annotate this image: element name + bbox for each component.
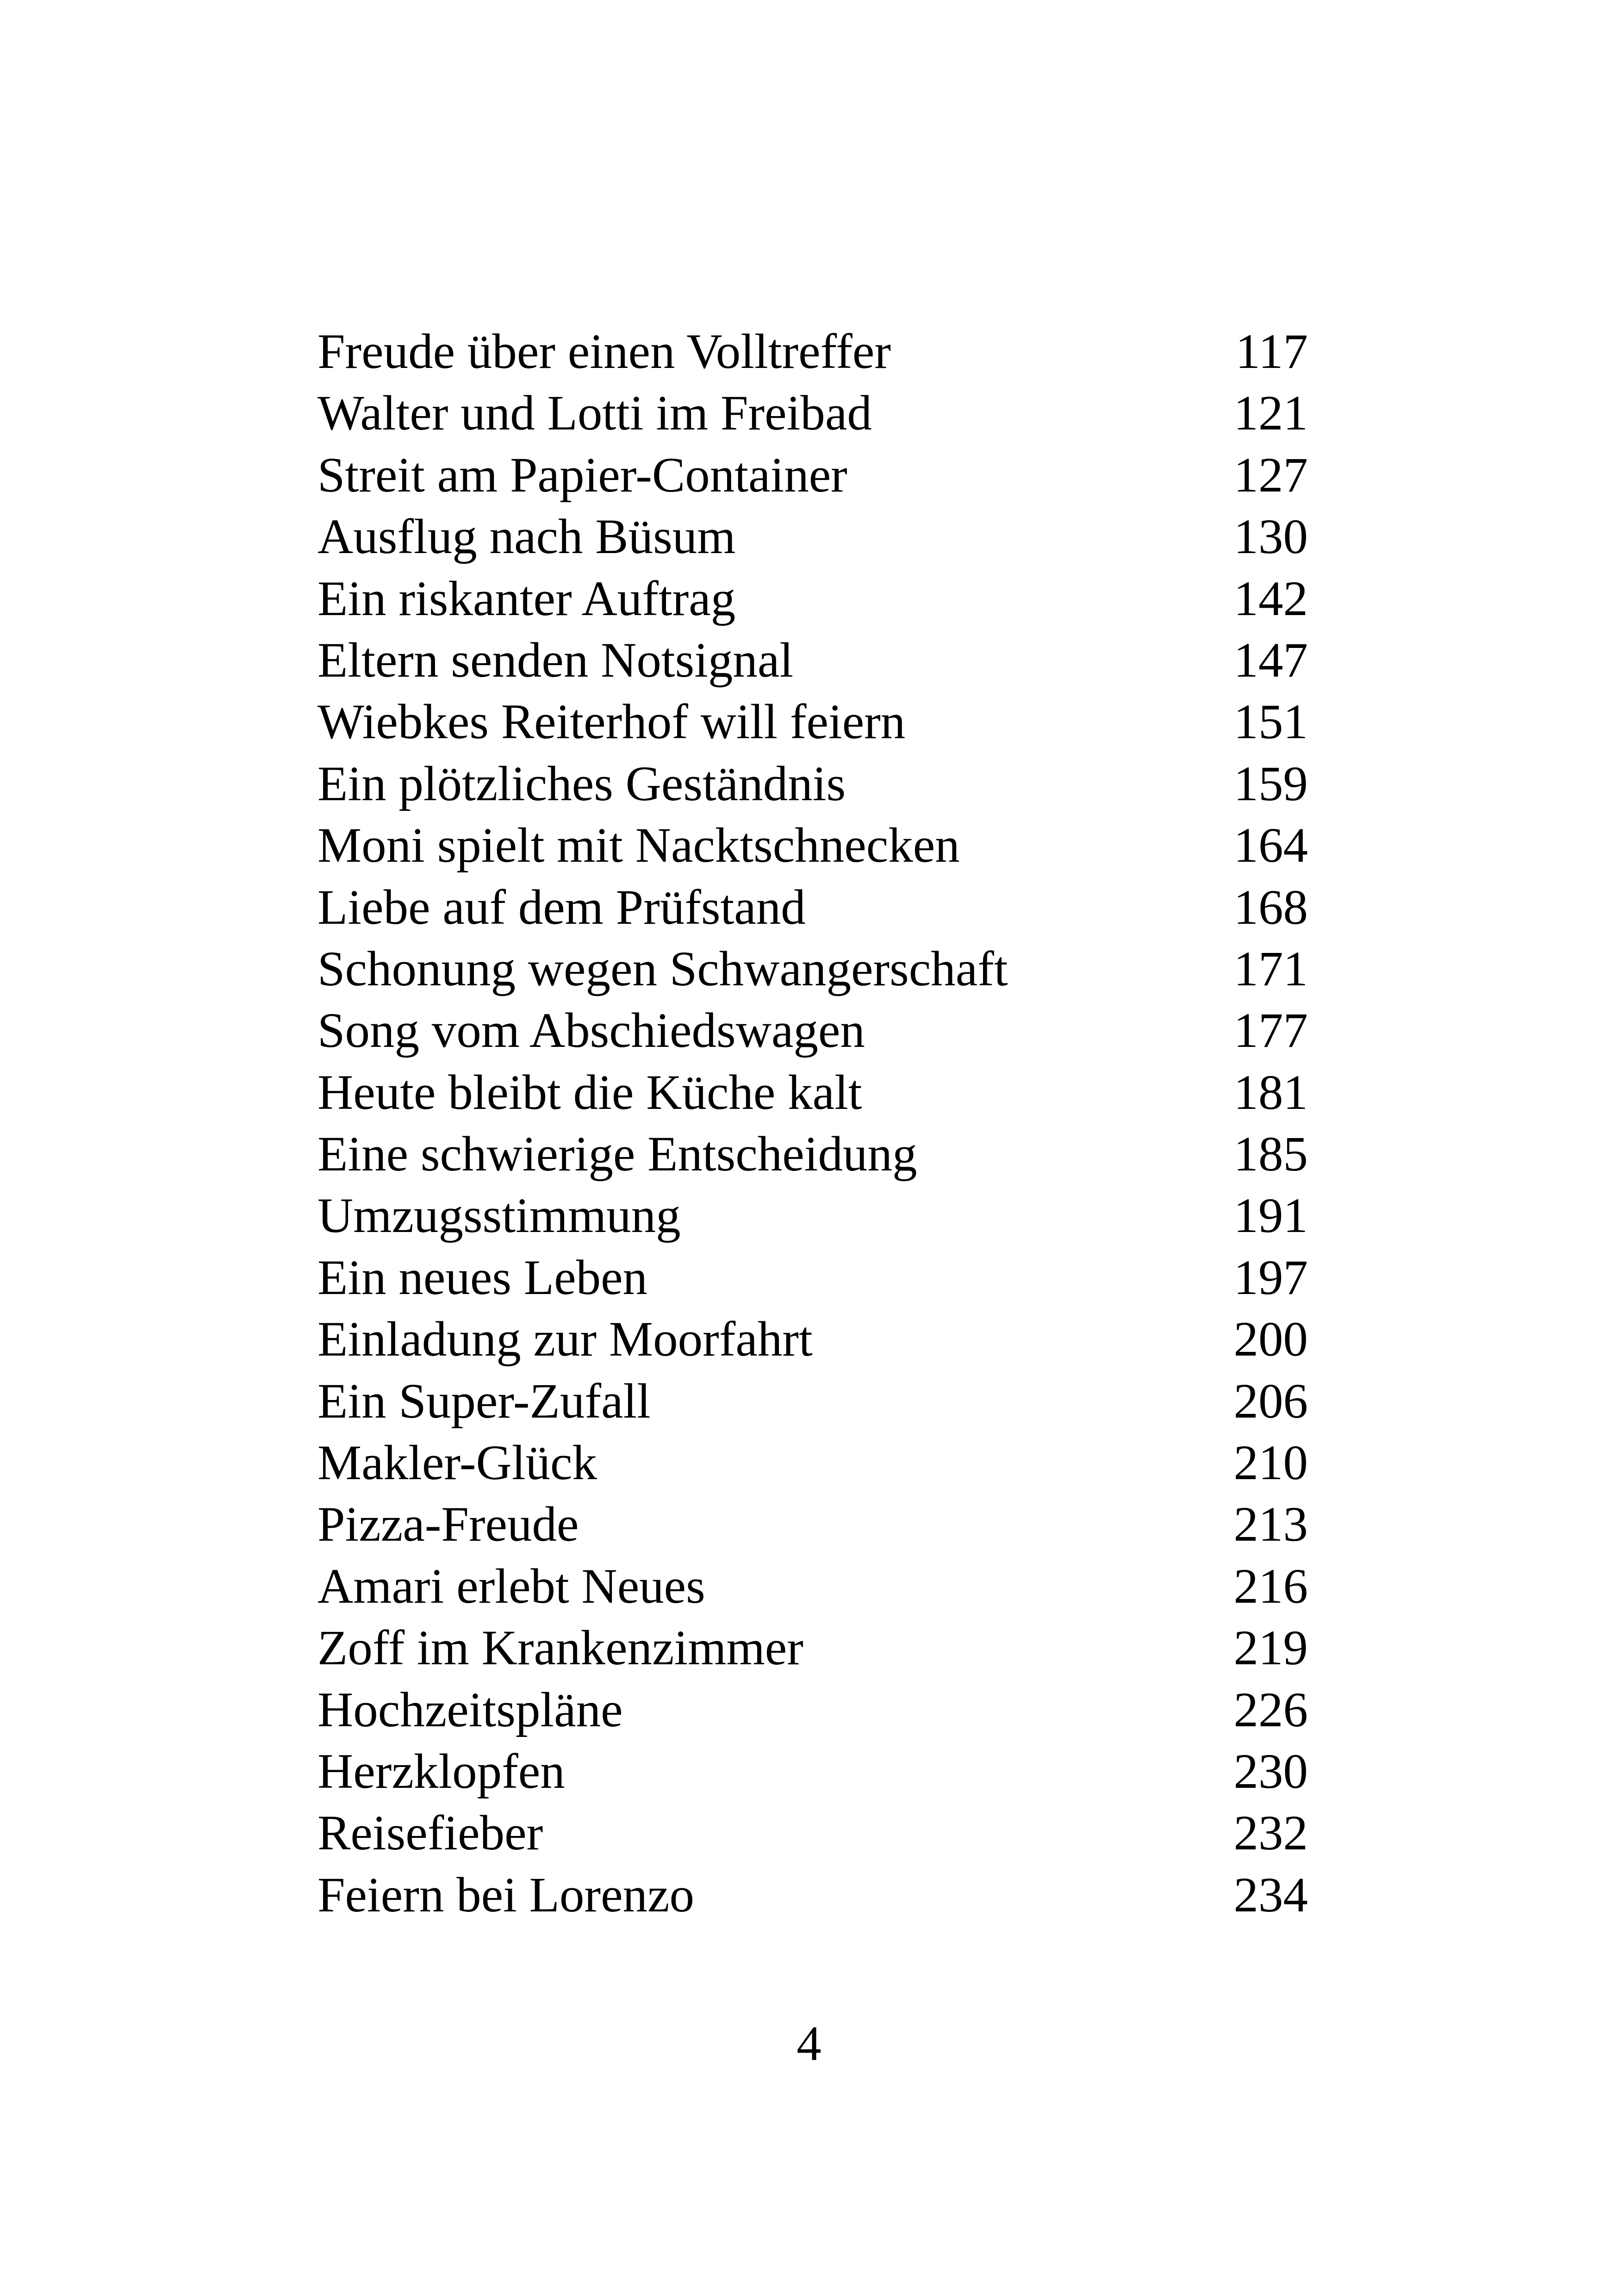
toc-entry <box>317 939 1308 1000</box>
toc-entry <box>317 1185 1308 1247</box>
toc-entry <box>317 1494 1308 1556</box>
toc-entry-title: Ein plötzliches Geständnis <box>317 756 846 811</box>
toc-entry <box>317 1865 1308 1926</box>
toc-entry-page: 219 <box>1233 1621 1308 1676</box>
toc-entry-page: 159 <box>1233 756 1308 811</box>
toc-entry-title: Ausflug nach Büsum <box>317 510 736 565</box>
toc-entry <box>317 1124 1308 1185</box>
toc-entry-title: Amari erlebt Neues <box>317 1559 705 1614</box>
toc-entry-page: 130 <box>1233 510 1308 565</box>
toc-entry-title: Schonung wegen Schwangerschaft <box>317 941 1008 996</box>
page-number: 4 <box>797 2016 821 2071</box>
toc-entry-title: Moni spielt mit Nacktschnecken <box>317 818 960 873</box>
toc-entry-page: 200 <box>1233 1312 1308 1367</box>
toc-entry <box>317 1803 1308 1864</box>
toc-entry-title: Wiebkes Reiterhof will feiern <box>317 695 906 750</box>
toc-entry-page: 121 <box>1233 386 1308 441</box>
toc-entry <box>317 1309 1308 1370</box>
toc-entry-page: 234 <box>1233 1867 1308 1923</box>
toc-entry-page: 164 <box>1233 818 1308 873</box>
toc-entry-page: 191 <box>1233 1188 1308 1244</box>
toc-entry-title: Streit am Papier-Container <box>317 448 847 503</box>
toc-entry-title: Einladung zur Moorfahrt <box>317 1312 813 1367</box>
table-of-contents <box>317 321 1308 1926</box>
toc-entry-title: Herzklopfen <box>317 1744 565 1799</box>
toc-entry <box>317 1000 1308 1062</box>
toc-entry-title: Zoff im Krankenzimmer <box>317 1621 803 1676</box>
toc-entry-title: Walter und Lotti im Freibad <box>317 386 872 441</box>
toc-entry-page: 216 <box>1233 1559 1308 1614</box>
toc-entry-title: Ein Super-Zufall <box>317 1374 651 1429</box>
toc-entry <box>317 1741 1308 1803</box>
toc-entry-title: Umzugsstimmung <box>317 1188 681 1244</box>
toc-entry-page: 147 <box>1233 633 1308 688</box>
toc-entry-page: 151 <box>1233 695 1308 750</box>
toc-entry <box>317 1247 1308 1309</box>
toc-entry-page: 226 <box>1233 1682 1308 1737</box>
toc-entry <box>317 383 1308 444</box>
toc-entry-title: Ein riskanter Auftrag <box>317 571 736 626</box>
toc-entry <box>317 1618 1308 1679</box>
toc-entry-title: Liebe auf dem Prüfstand <box>317 880 806 935</box>
toc-entry-title: Makler-Glück <box>317 1436 597 1491</box>
toc-entry-title: Reisefieber <box>317 1806 543 1861</box>
toc-entry-page: 117 <box>1235 324 1308 379</box>
toc-entry-title: Eine schwierige Entscheidung <box>317 1127 917 1182</box>
toc-entry <box>317 568 1308 630</box>
toc-entry <box>317 1680 1308 1741</box>
toc-entry <box>317 877 1308 939</box>
toc-entry <box>317 445 1308 506</box>
toc-entry-title: Pizza-Freude <box>317 1497 579 1552</box>
toc-entry-page: 177 <box>1233 1003 1308 1058</box>
toc-entry <box>317 321 1308 383</box>
toc-entry-page: 142 <box>1233 571 1308 626</box>
toc-entry-page: 210 <box>1233 1436 1308 1491</box>
toc-entry <box>317 1556 1308 1618</box>
toc-entry-title: Song vom Abschiedswagen <box>317 1003 865 1058</box>
toc-entry-page: 181 <box>1233 1065 1308 1120</box>
toc-entry <box>317 1432 1308 1494</box>
toc-entry-page: 230 <box>1233 1744 1308 1799</box>
toc-entry-page: 171 <box>1233 941 1308 996</box>
toc-entry-page: 127 <box>1233 448 1308 503</box>
toc-entry-page: 232 <box>1233 1806 1308 1861</box>
toc-entry-page: 168 <box>1233 880 1308 935</box>
toc-entry <box>317 630 1308 691</box>
toc-entry <box>317 815 1308 877</box>
toc-entry <box>317 1062 1308 1124</box>
toc-entry-title: Hochzeitspläne <box>317 1682 623 1737</box>
toc-entry <box>317 506 1308 568</box>
toc-entry-title: Heute bleibt die Küche kalt <box>317 1065 862 1120</box>
toc-entry-title: Eltern senden Notsignal <box>317 633 794 688</box>
toc-entry-page: 197 <box>1233 1250 1308 1305</box>
toc-entry-page: 185 <box>1233 1127 1308 1182</box>
toc-entry <box>317 1371 1308 1432</box>
toc-entry <box>317 691 1308 753</box>
toc-entry <box>317 753 1308 815</box>
toc-entry-title: Freude über einen Volltreffer <box>317 324 891 379</box>
toc-entry-title: Feiern bei Lorenzo <box>317 1867 695 1923</box>
toc-entry-title: Ein neues Leben <box>317 1250 648 1305</box>
toc-entry-page: 206 <box>1233 1374 1308 1429</box>
toc-entry-page: 213 <box>1233 1497 1308 1552</box>
